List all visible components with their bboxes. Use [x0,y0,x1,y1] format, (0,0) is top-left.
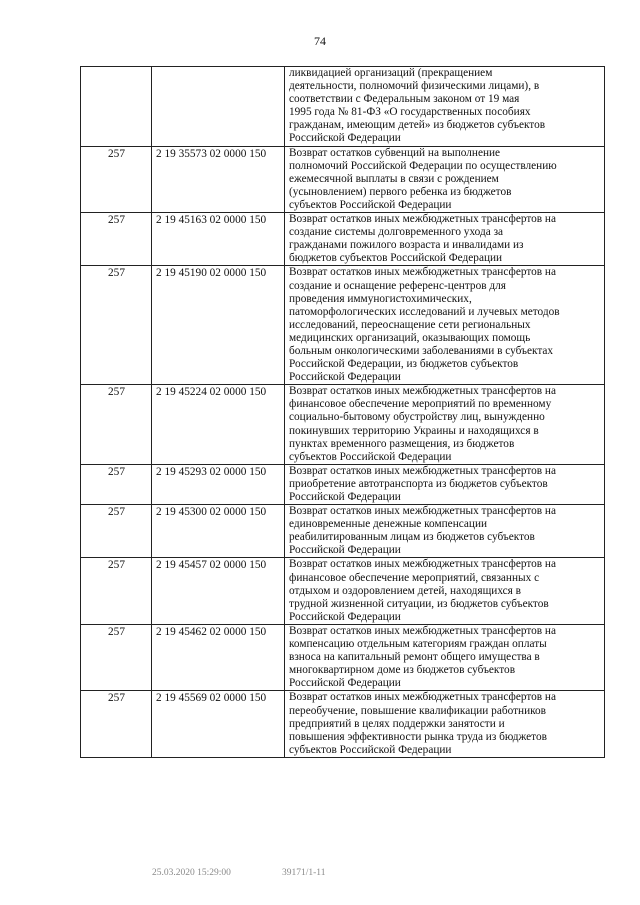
budget-code-cell: 2 19 35573 02 0000 150 [152,146,285,212]
description-line: соответствии с Федеральным законом от 19 мая [289,93,520,106]
description-line: субъектов Российской Федерации [289,198,452,211]
page-number: 74 [314,34,326,48]
description-line: деятельности, полномочий физическими лицами), в [289,80,540,93]
description-line: гражданам, имеющим детей» из бюджетов субъектов [289,119,546,132]
description-line: субъектов Российской Федерации [289,743,452,756]
description-line: отдыхом и оздоровлением детей, находящихся в [289,584,522,597]
description-line: Возврат остатков субвенций на выполнение [289,146,501,159]
description-line: трудной жизненной ситуации, из бюджетов субъектов [289,597,549,610]
admin-code-cell: 257 [81,385,152,465]
description-line: взноса на капитальный ремонт общего имущества в [289,651,540,664]
description-line: бюджетов субъектов Российской Федерации [289,252,503,265]
budget-codes-table [80,66,605,758]
description-line: Возврат остатков иных межбюджетных трансфертов на [289,266,556,279]
table-row [81,691,605,757]
description-line: больным онкологическими заболеваниями в субъектах [289,344,554,357]
description-line: Российской Федерации [289,610,401,623]
budget-code-cell: 2 19 45224 02 0000 150 [152,385,285,465]
description-line: ежемесячной выплаты в связи с рождением [289,172,499,185]
footer-doc-number: 39171/1-11 [282,868,326,878]
table-row [81,624,605,690]
budget-code-cell [152,67,285,147]
description-line: Возврат остатков иных межбюджетных трансфертов на [289,624,556,637]
budget-code-cell: 2 19 45462 02 0000 150 [152,624,285,690]
budget-code-cell: 2 19 45293 02 0000 150 [152,464,285,504]
admin-code-cell [81,67,152,147]
description-line: Российской Федерации [289,132,401,145]
description-line: (усыновлением) первого ребенка из бюджетов [289,185,512,198]
description-line: создание системы долговременного ухода за [289,226,504,239]
admin-code-cell: 257 [81,558,152,624]
description-cell [285,67,605,147]
description-line: многоквартирном доме из бюджетов субъектов [289,664,516,677]
budget-code-cell: 2 19 45300 02 0000 150 [152,505,285,558]
admin-code-cell: 257 [81,266,152,385]
description-line: Возврат остатков иных межбюджетных трансфертов на [289,558,556,571]
description-line: Российской Федерации [289,677,401,690]
description-line: пунктах временного размещения, из бюджетов [289,437,515,450]
admin-code-cell: 257 [81,146,152,212]
description-line: компенсацию отдельным категориям граждан оплаты [289,638,547,651]
description-line: финансовое обеспечение мероприятий, связанных с [289,571,540,584]
table-row [81,67,605,147]
description-line: патоморфологических исследований и лучевых методов [289,305,560,318]
description-line: Возврат остатков иных межбюджетных трансфертов на [289,505,556,518]
footer-date: 25.03.2020 15:29:00 [152,868,231,878]
admin-code-cell: 257 [81,213,152,266]
admin-code-cell: 257 [81,505,152,558]
description-cell [285,266,605,385]
description-line: покинувших территорию Украины и находящихся в [289,424,539,437]
description-line: исследований, переоснащение сети региональных [289,318,531,331]
description-line: полномочий Российской Федерации по осуществлению [289,159,557,172]
description-line: проведения иммуногистохимических, [289,292,472,305]
table-row [81,146,605,212]
description-line: Российской Федерации [289,371,401,384]
description-line: Возврат остатков иных межбюджетных трансфертов на [289,213,556,226]
description-line: Российской Федерации [289,491,401,503]
description-line: медицинских организаций, оказывающих помощь [289,331,531,344]
description-cell [285,464,605,504]
table-row [81,385,605,465]
description-cell [285,385,605,465]
budget-code-cell: 2 19 45190 02 0000 150 [152,266,285,385]
description-line: создание и оснащение референс-центров для [289,279,506,292]
description-line: Российской Федерации, из бюджетов субъектов [289,358,519,371]
table-row [81,464,605,504]
description-line: социально-бытовому обустройству лиц, вынужденно [289,411,545,424]
description-cell [285,624,605,690]
description-line: Возврат остатков иных межбюджетных трансфертов на [289,691,556,704]
budget-code-cell: 2 19 45569 02 0000 150 [152,691,285,757]
admin-code-cell: 257 [81,691,152,757]
description-line: реабилитированным лицам из бюджетов субъектов [289,531,535,544]
description-cell [285,146,605,212]
description-line: субъектов Российской Федерации [289,450,452,463]
description-line: финансовое обеспечение мероприятий по временному [289,398,552,411]
table-row [81,505,605,558]
description-line: повышения эффективности рынка труда из бюджетов [289,730,547,743]
description-line: Российской Федерации [289,544,401,557]
description-line: предприятий в целях поддержки занятости и [289,717,505,730]
table-row [81,558,605,624]
description-line: гражданами пожилого возраста и инвалидами из [289,239,524,252]
description-line: приобретение автотранспорта из бюджетов субъектов [289,477,548,490]
description-line: ликвидацией организаций (прекращением [289,67,493,79]
description-line: 1995 года № 81-ФЗ «О государственных пособиях [289,106,531,119]
description-line: Возврат остатков иных межбюджетных трансфертов на [289,385,556,398]
description-cell [285,558,605,624]
description-cell [285,505,605,558]
budget-code-cell: 2 19 45457 02 0000 150 [152,558,285,624]
description-cell [285,691,605,757]
admin-code-cell: 257 [81,624,152,690]
description-line: переобучение, повышение квалификации работников [289,704,547,717]
table-row [81,213,605,266]
description-line: Возврат остатков иных межбюджетных трансфертов на [289,464,556,477]
description-cell [285,213,605,266]
table-row [81,266,605,385]
description-line: единовременные денежные компенсации [289,518,488,531]
budget-code-cell: 2 19 45163 02 0000 150 [152,213,285,266]
admin-code-cell: 257 [81,464,152,504]
